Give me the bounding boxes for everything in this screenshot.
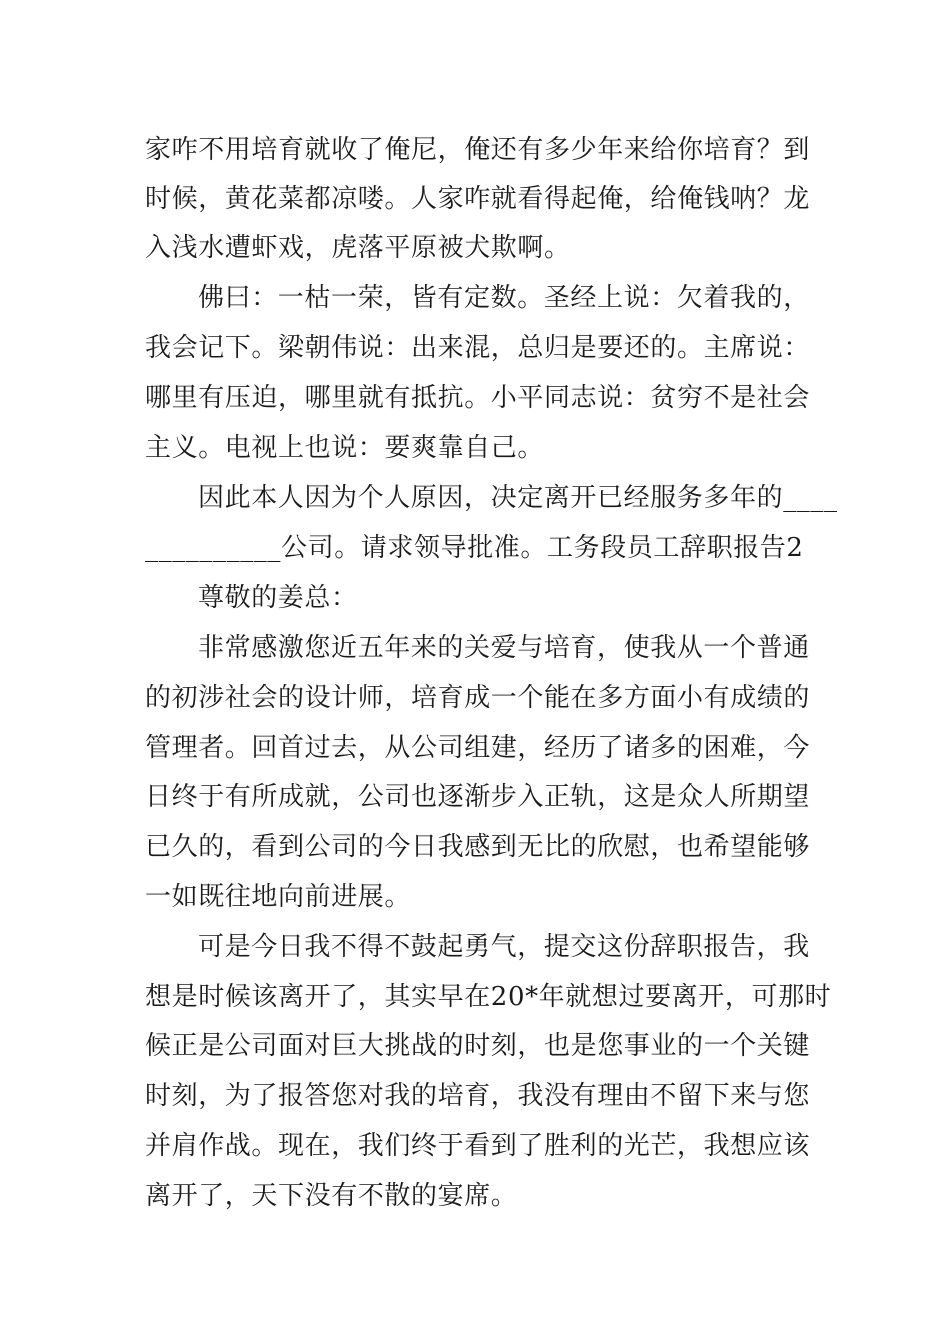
text-line: 离开了，天下没有不散的宴席。	[145, 1181, 518, 1211]
text-line: 可是今日我不得不鼓起勇气，提交这份辞职报告，我	[198, 932, 810, 962]
text-line: 佛曰：一枯一荣，皆有定数。圣经上说：欠着我的，	[198, 283, 810, 313]
text-line: __________公司。请求领导批准。工务段员工辞职报告2	[145, 533, 804, 563]
text-line: 管理者。回首过去，从公司组建，经历了诸多的困难，今	[145, 733, 811, 763]
text-line: 我会记下。梁朝伟说：出来混，总归是要还的。主席说：	[145, 333, 811, 363]
salutation: 尊敬的姜总：	[198, 583, 358, 613]
text-line: 的初涉社会的设计师，培育成一个能在多方面小有成绩的	[145, 683, 811, 713]
text-line: 并肩作战。现在，我们终于看到了胜利的光芒，我想应该	[145, 1131, 811, 1161]
text-line: 家咋不用培育就收了俺尼，俺还有多少年来给你培育？到	[145, 135, 811, 165]
text-line: 非常感激您近五年来的关爱与培育，使我从一个普通	[198, 633, 810, 663]
text-line: 一如既往地向前进展。	[145, 882, 412, 912]
text-line: 时刻，为了报答您对我的培育，我没有理由不留下来与您	[145, 1081, 811, 1111]
text-line: 已久的，看到公司的今日我感到无比的欣慰，也希望能够	[145, 832, 811, 862]
text-line: 主义。电视上也说：要爽靠自己。	[145, 433, 545, 463]
text-line: 哪里有压迫，哪里就有抵抗。小平同志说：贫穷不是社会	[145, 383, 811, 413]
text-line: 因此本人因为个人原因，决定离开已经服务多年的____	[198, 483, 838, 513]
text-line: 想是时候该离开了，其实早在20*年就想过要离开，可那时	[145, 982, 832, 1012]
text-line: 入浅水遭虾戏，虎落平原被犬欺啊。	[145, 233, 571, 263]
text-line: 候正是公司面对巨大挑战的时刻，也是您事业的一个关键	[145, 1031, 811, 1061]
text-line: 日终于有所成就，公司也逐渐步入正轨，这是众人所期望	[145, 782, 811, 812]
text-line: 时候，黄花菜都凉喽。人家咋就看得起俺，给俺钱呐？龙	[145, 184, 811, 214]
